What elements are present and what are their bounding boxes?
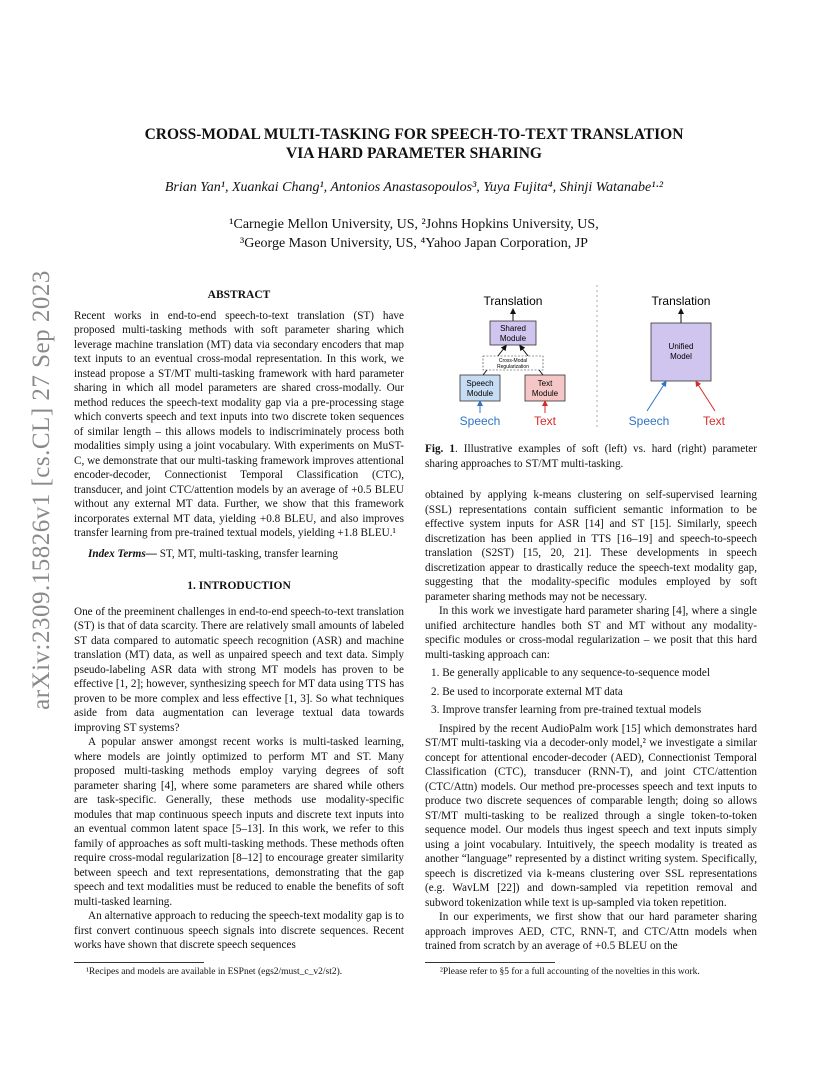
- figure-caption: [425, 442, 757, 471]
- caption-text: . Illustrative examples of soft (left) vs. hard (right) parameter sharing approaches to ST/MT multi-tasking.: [425, 443, 757, 470]
- unified-model-line-1: Unified: [668, 342, 694, 351]
- right-text-label: Text: [702, 414, 726, 428]
- affiliation-line-1: ¹Carnegie Mellon University, US, ²Johns Hopkins University, US,: [229, 217, 599, 232]
- affiliations: [0, 215, 828, 253]
- right-paragraph-2: In this work we investigate hard parameter sharing [4], where a single unified architecture handles both ST and MT without any modality-specific modules or cross-modal regularization – we posit that this hard multi-tasking approach can:: [425, 605, 757, 661]
- caption-label: Fig. 1: [425, 443, 455, 455]
- shared-module-line-2: Module: [499, 334, 527, 343]
- abstract-heading: ABSTRACT: [207, 289, 271, 301]
- regularization-line-1: Cross-Modal: [498, 358, 528, 364]
- intro-paragraph-2: A popular answer amongst recent works is multi-tasked learning, where models are jointly optimized to perform MT and ST. Many proposed multi-tasking methods employ varying degrees of soft parameter sharing [4], where some parameters are shared while others are task-specific. Generally, these methods use modality-specific modules that map continuous speech inputs and discrete text inputs into an eventual common latent space [5–13]. In this work, we refer to this family of approaches as soft multi-tasking methods. These methods often require cross-modal regularization [8–12] to encourage greater similarity between speech and text representations, demonstrating that the gap speech and text modalities must be reduced to enable the benefits of soft multi-tasked learning.: [74, 736, 404, 908]
- contribution-list: [425, 666, 757, 718]
- speech-module-line-1: Speech: [466, 379, 494, 388]
- right-speech-label: Speech: [628, 414, 670, 428]
- text-module-line-1: Text: [537, 379, 553, 388]
- shared-module-line-1: Shared: [500, 324, 526, 333]
- footnote-right: ²Please refer to §5 for a full accounting of the novelties in this work.: [440, 967, 700, 977]
- right-column: [425, 488, 757, 954]
- list-item: 1. Be generally applicable to any sequence-to-sequence model: [431, 667, 710, 679]
- intro-paragraph-3: An alternative approach to reducing the speech-text modality gap is to first convert continuous speech signals into discrete sequences. Recent works have shown that discrete speech sequences: [74, 910, 404, 951]
- right-paragraph-4: In our experiments, we first show that our hard parameter sharing approach improves AED, CTC, RNN-T, and CTC/Attn models when trained from scratch by an average of +0.5 BLEU on the: [425, 911, 757, 952]
- title-line-1: CROSS-MODAL MULTI-TASKING FOR SPEECH-TO-TEXT TRANSLATION: [144, 126, 684, 143]
- footnote-rule-right: [425, 962, 555, 963]
- arxiv-sidebar-stamp: [22, 270, 62, 710]
- intro-heading: 1. INTRODUCTION: [187, 580, 291, 592]
- left-text-label: Text: [533, 414, 557, 428]
- index-terms-text: ST, MT, multi-tasking, transfer learning: [159, 547, 338, 560]
- index-terms-label: Index Terms—: [88, 547, 157, 560]
- intro-paragraph-1: One of the preeminent challenges in end-to-end speech-to-text translation (ST) is that of data scarcity. There are relatively small amounts of labeled ST data compared to automatic speech recognition (ASR) and machine translation (MT) data, as well as unpaired speech and text data. Simply pseudo-labeling ASR data with strong MT models has proven to be effective [1, 2]; however, synthesizing speech for MT data using TTS has proven to be more complex and less effective [1, 3]. So what techniques aside from data augmentation can leverage textual data towards improving ST systems?: [74, 605, 404, 734]
- right-paragraph-3: Inspired by the recent AudioPalm work [15] which demonstrates hard ST/MT multi-tasking via a decoder-only model,² we investigate a similar concept for attentional encoder-decoder (AED), Connectionist Temporal Classification (CTC), transducer (RNN-T), and joint CTC/attention (CTC/Attn) models. Our method pre-processes speech and text inputs to produce two discrete sequences of comparable length; doing so allows ST/MT multi-tasking to be realized through a single token-to-token sequence model. Our models thus ingest speech and text inputs simply using a joint vocabulary. Intuitively, the speech modality is treated as another “language” represented by a distinct writing system. Specifically, speech is discretized via k-means clustering over SSL representations (e.g. WavLM [22]) and down-sampled via repetition removal and subword tokenization while text is up-sampled via token repetition.: [425, 722, 757, 909]
- authors: Brian Yan¹, Xuankai Chang¹, Antonios Anastasopoulos³, Yuya Fujita⁴, Shinji Watanabe¹·²: [164, 180, 664, 195]
- paper-title: [0, 125, 828, 163]
- title-line-2: VIA HARD PARAMETER SHARING: [286, 145, 542, 162]
- text-module-line-2: Module: [531, 389, 559, 398]
- left-speech-label: Speech: [459, 414, 501, 428]
- regularization-line-2: Regularization: [497, 364, 529, 370]
- abstract-text: Recent works in end-to-end speech-to-text translation (ST) have proposed multi-tasking methods with soft parameter sharing which leverage machine translation (MT) data via secondary encoders that map text inputs to an eventual cross-modal representation. In this work, we instead propose a ST/MT multi-tasking framework with hard parameter sharing in which all model parameters are shared cross-modally. Our method reduces the speech-text modality gap via a pre-processing stage which converts speech and text inputs into two discrete token sequences of similar length – this allows models to indiscriminately process both modalities simply using a joint vocabulary. With experiments on MuST-C, we demonstrate that our multi-tasking framework improves attentional encoder-decoder, Connectionist Temporal Classification (CTC), transducer, and joint CTC/attention models by an average of +0.5 BLEU without any external MT data. Further, we show that this framework incorporates external MT data, yielding +0.8 BLEU, and also improves transfer learning from pre-trained textual models, yielding +1.8 BLEU.¹: [74, 309, 404, 539]
- left-translation-label: Translation: [483, 294, 543, 308]
- footnote-rule-left: [74, 962, 204, 963]
- right-paragraph-1: obtained by applying k-means clustering on self-supervised learning (SSL) representations contain sufficient semantic information to be effective system inputs for ASR [14] and ST [15]. Similarly, speech discretization has been applied in TTS [16–19] and speech-to-speech translation (S2ST) [15, 20, 21]. These developments in speech discretization appear to drastically reduce the speech-text modality gap, suggesting that the modality-specific modules employed by soft parameter sharing methods may not be necessary.: [425, 489, 757, 603]
- speech-module-line-2: Module: [466, 389, 494, 398]
- unified-model-line-2: Model: [670, 352, 692, 361]
- affiliation-line-2: ³George Mason University, US, ⁴Yahoo Japan Corporation, JP: [240, 236, 588, 251]
- list-item: 2. Be used to incorporate external MT data: [431, 685, 623, 698]
- list-item: 3. Improve transfer learning from pre-trained textual models: [431, 704, 702, 716]
- arxiv-id: arXiv:2309.15826v1 [cs.CL] 27 Sep 2023: [28, 270, 55, 710]
- right-translation-label: Translation: [651, 294, 711, 308]
- figure-1: [425, 285, 755, 435]
- left-column: [74, 288, 404, 953]
- footnote-left: ¹Recipes and models are available in ESPnet (egs2/must_c_v2/st2).: [86, 967, 343, 977]
- index-terms: [74, 547, 404, 562]
